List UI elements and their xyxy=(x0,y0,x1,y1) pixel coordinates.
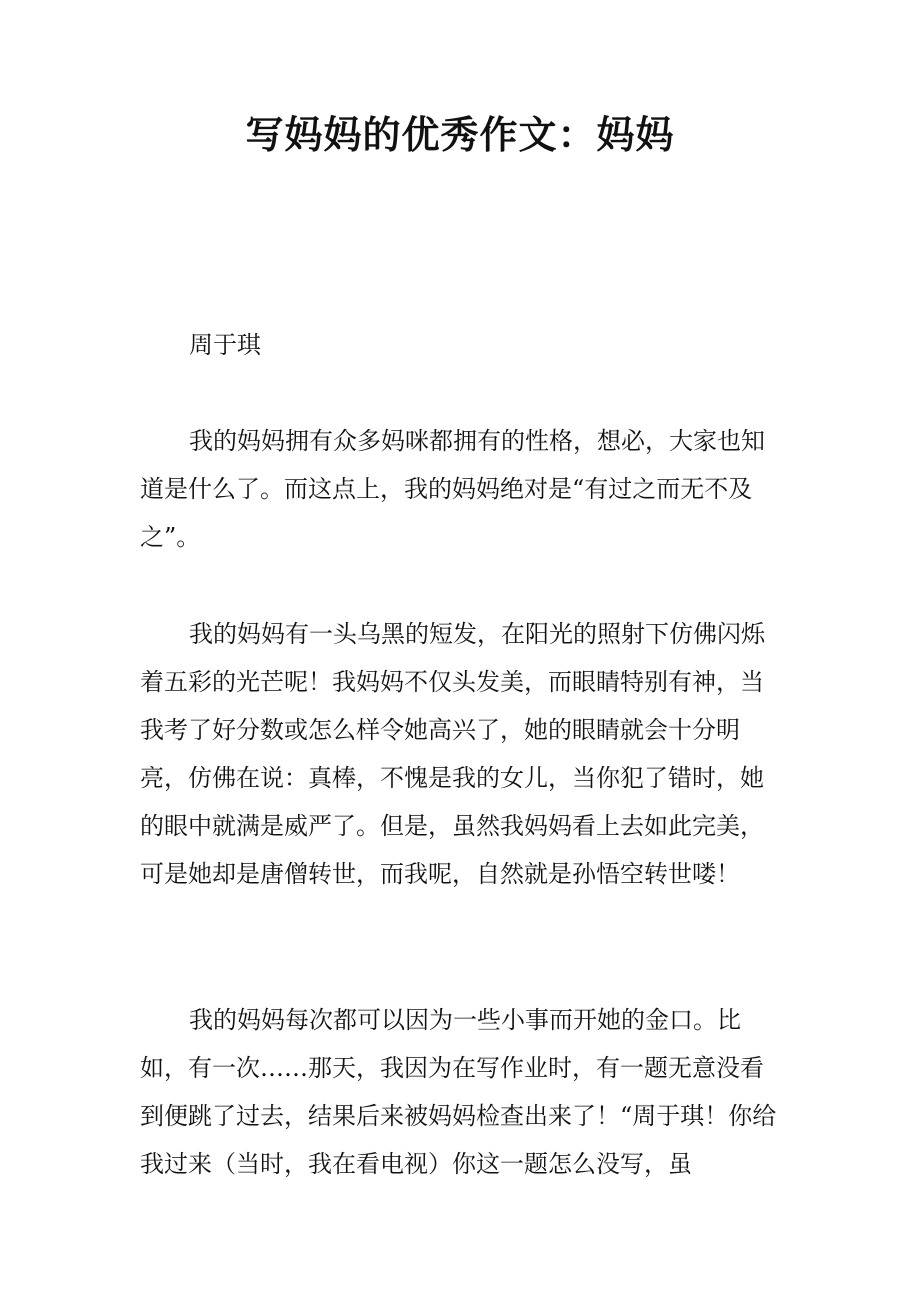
author-name: 周于琪 xyxy=(189,331,261,359)
document-title: 写妈妈的优秀作文：妈妈 xyxy=(245,112,675,157)
paragraph-1: 我的妈妈拥有众多妈咪都拥有的性格，想必，大家也知道是什么了。而这点上，我的妈妈绝对是“有过之而无不及之”。 xyxy=(140,427,765,551)
paragraph-2: 我的妈妈有一头乌黑的短发，在阳光的照射下仿佛闪烁着五彩的光芒呢！我妈妈不仅头发美，而眼睛特别有神，当我考了好分数或怎么样令她高兴了，她的眼睛就会十分明亮，仿佛在说：真棒，不愧是我的女儿，当你犯了错时，她的眼中就满是威严了。但是，虽然我妈妈看上去如此完美，可是她却是唐僧转世，而我呢，自然就是孙悟空转世喽！ xyxy=(140,620,765,888)
paragraph-3: 我的妈妈每次都可以因为一些小事而开她的金口。比如，有一次……那天，我因为在写作业时，有一题无意没看到便跳了过去，结果后来被妈妈检查出来了！“周于琪！你给我过来（当时，我在看电视）你这一题怎么没写，虽 xyxy=(140,1006,777,1178)
